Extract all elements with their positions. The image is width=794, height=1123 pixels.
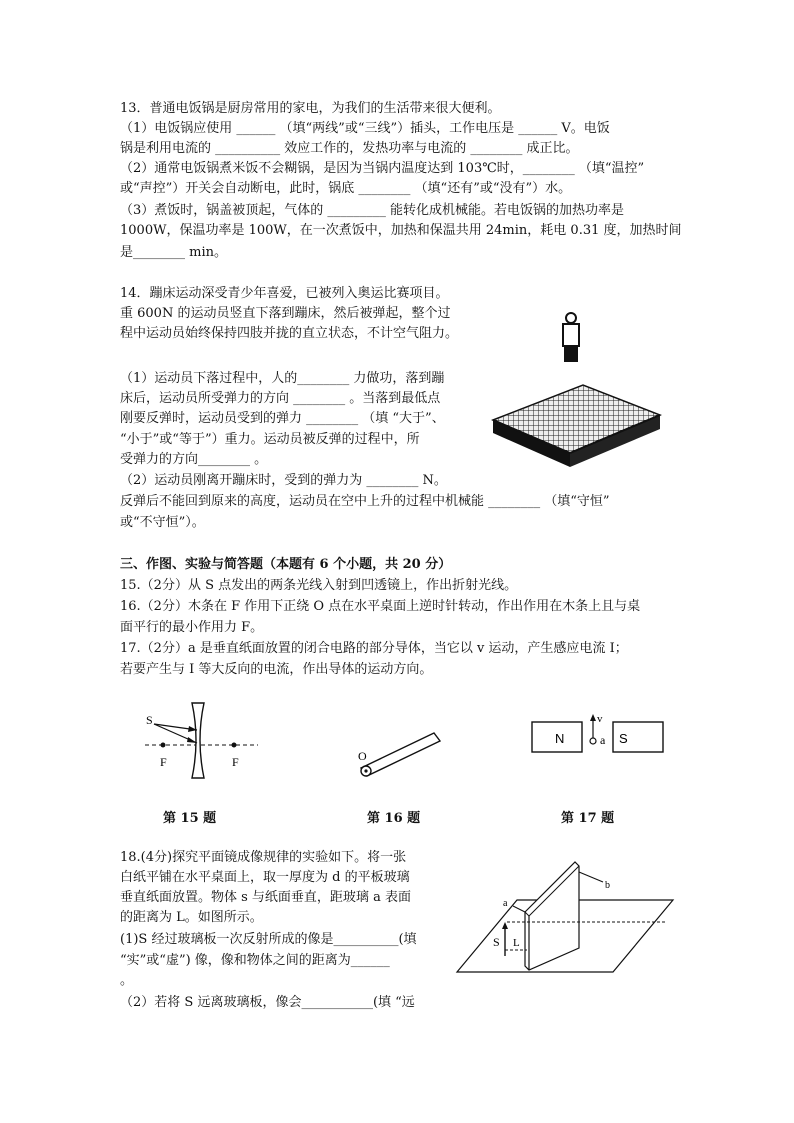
q14-line: （1）运动员下落过程中，人的________ 力做功，落到蹦 <box>120 371 445 386</box>
label-s: S <box>619 731 628 746</box>
q14-line: 程中运动员始终保持四肢并拢的直立状态，不计空气阻力。 <box>120 326 459 341</box>
label-f: F <box>160 755 167 769</box>
q18-line: “实”或“虚”) 像，像和物体之间的距离为______ <box>120 953 390 968</box>
label-l: L <box>513 937 520 949</box>
label-o: O <box>358 749 367 763</box>
label-v: v <box>597 713 603 725</box>
caption-fig16: 第 16 题 <box>367 811 421 826</box>
q13-title: 13．普通电饭锅是厨房常用的家电，为我们的生活带来很大便利。 <box>120 101 501 116</box>
q14-line: 重 600N 的运动员竖直下落到蹦床，然后被弹起，整个过 <box>120 306 451 321</box>
label-a: a <box>503 898 508 909</box>
caption-fig17: 第 17 题 <box>561 811 615 826</box>
q16-text: 面平行的最小作用力 F。 <box>120 620 264 635</box>
figure-16 <box>352 730 452 785</box>
label-b: b <box>605 880 610 891</box>
figure-17 <box>527 710 667 760</box>
q18-line: （2）若将 S 远离玻璃板，像会___________(填 “远 <box>120 995 415 1010</box>
q14-line: 反弹后不能回到原来的高度，运动员在空中上升的过程中机械能 ________ （填“守恒” <box>120 494 610 509</box>
q14-line: 受弹力的方向________ 。 <box>120 452 268 467</box>
q14-line: 14．蹦床运动深受青少年喜爱，已被列入奥运比赛项目。 <box>120 286 449 301</box>
label-n: N <box>555 731 565 746</box>
q18-line: 白纸平铺在水平桌面上，取一厚度为 d 的平板玻璃 <box>120 870 410 885</box>
figure-15 <box>140 700 260 780</box>
q13-line: （2）通常电饭锅煮米饭不会糊锅，是因为当锅内温度达到 103℃时，________ （填“温控” <box>120 161 645 176</box>
label-a: a <box>600 733 606 747</box>
section-heading: 三、作图、实验与简答题（本题有 6 个小题，共 20 分） <box>120 557 452 572</box>
q13-line: （1）电饭锅应使用 ______ （填“两线”或“三线”）插头，工作电压是 ______ V。电饭 <box>120 121 610 136</box>
athlete-figure <box>556 312 586 364</box>
label-s: S <box>493 935 500 949</box>
q14-line: 床后，运动员所受弹力的方向 ________ 。当落到最低点 <box>120 391 441 406</box>
figure-18 <box>455 860 675 980</box>
q13-line: 或“声控”）开关会自动断电，此时，锅底 ________ （填“还有”或“没有”）水。 <box>120 181 572 196</box>
q14-line: 刚要反弹时，运动员受到的弹力 ________ （填 “大于”、 <box>120 411 445 426</box>
q17-text: 17.（2分）a 是垂直纸面放置的闭合电路的部分导体，当它以 v 运动，产生感应电流 I； <box>120 641 628 656</box>
q14-line: 或“不守恒”）。 <box>120 515 205 530</box>
trampoline-figure <box>488 375 668 470</box>
label-f: F <box>232 755 239 769</box>
q13-line: 1000W，保温功率是 100W，在一次煮饭中，加热和保温共用 24min，耗电 0.31 度，加热时间 <box>120 223 682 238</box>
q18-line: (1)S 经过玻璃板一次反射所成的像是__________(填 <box>120 932 417 947</box>
q13-line: 是________ min。 <box>120 245 227 260</box>
q15-text: 15.（2分）从 S 点发出的两条光线入射到凹透镜上，作出折射光线。 <box>120 578 518 593</box>
q14-line: “小于”或“等于”）重力。运动员被反弹的过程中，所 <box>120 432 420 447</box>
q18-line: 18.(4分)探究平面镜成像规律的实验如下。将一张 <box>120 850 407 865</box>
q14-line: （2）运动员刚离开蹦床时，受到的弹力为 ________ N。 <box>120 473 447 488</box>
caption-fig15: 第 15 题 <box>163 811 217 826</box>
label-s: S <box>146 713 153 727</box>
q17-text: 若要产生与 I 等大反向的电流，作出导体的运动方向。 <box>120 662 433 677</box>
q18-line: 的距离为 L。如图所示。 <box>120 910 263 925</box>
q18-line: 。 <box>120 973 134 988</box>
q16-text: 16.（2分）木条在 F 作用下正绕 O 点在水平桌面上逆时针转动，作出作用在木条上且与桌 <box>120 599 641 614</box>
q13-line: （3）煮饭时，锅盖被顶起，气体的 _________ 能转化成机械能。若电饭锅的加热功率是 <box>120 203 625 218</box>
q13-line: 锅是利用电流的 __________ 效应工作的，发热功率与电流的 ________ 成正比。 <box>120 141 579 156</box>
q18-line: 垂直纸面放置。物体 s 与纸面垂直，距玻璃 a 表面 <box>120 890 411 905</box>
